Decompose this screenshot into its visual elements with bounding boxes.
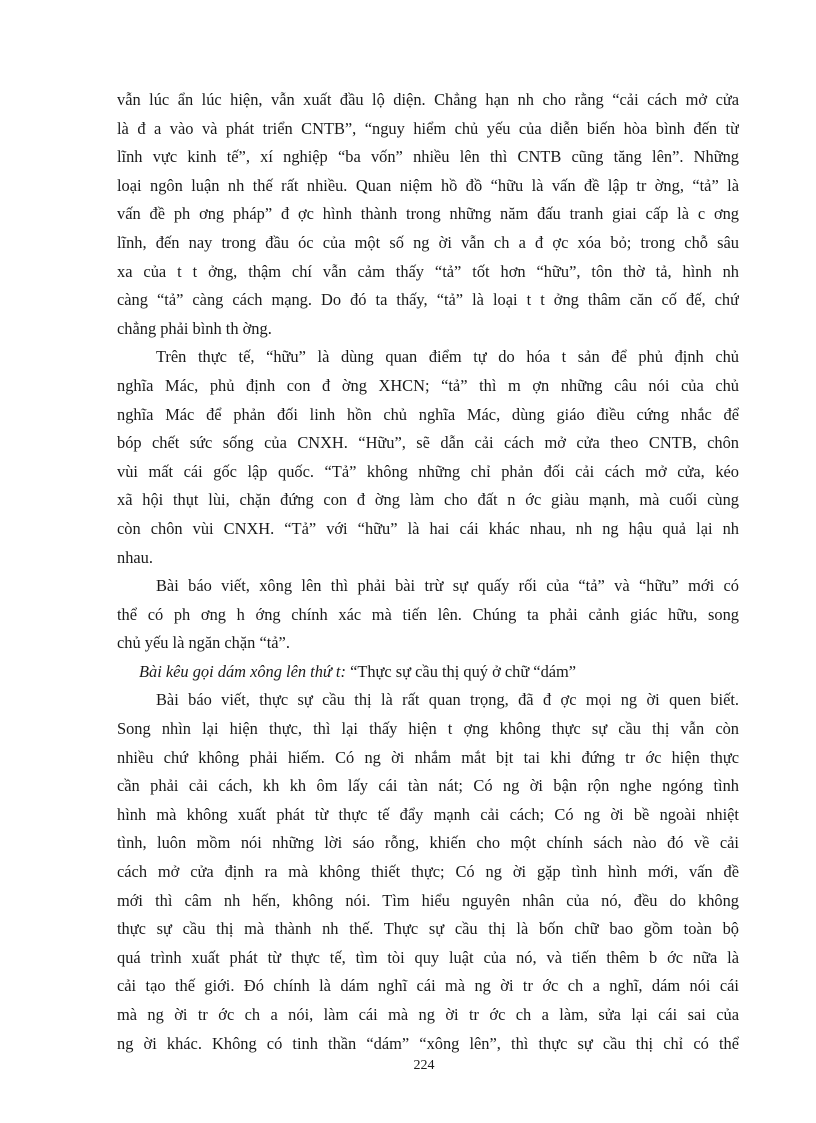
text-line: là đ a vào và phát triển CNTB”, “nguy hiểm chủ yếu của diễn biến hòa bình đến từ [117, 118, 739, 138]
text-line: thể có ph ơng h ớng chính xác mà tiến lên. Chúng ta phải cảnh giác hữu, song [117, 604, 739, 624]
paragraph [117, 572, 739, 658]
section-heading-label: Bài kêu gọi dám xông lên thứ t: [139, 661, 346, 681]
text-line: Bài báo viết, xông lên thì phải bài trừ sự quấy rối của “tả” và “hữu” mới có [156, 576, 739, 596]
section-heading [117, 658, 739, 687]
text-line: xã hội thụt lùi, chặn đứng con đ ờng làm cho đất n ớc giàu mạnh, mà cuối cùng [117, 490, 739, 510]
text-line: xa của t t ởng, thậm chí vẫn cảm thấy “tả” tốt hơn “hữu”, tôn thờ tả, hình nh [117, 261, 739, 281]
text-line: cải tạo thế giới. Đó chính là dám nghĩ cái mà ng ời tr ớc ch a nghĩ, dám nói cái [117, 976, 739, 996]
text-line: loại ngôn luận nh thế rất nhiều. Quan niệm hồ đồ “hữu là vấn đề lập tr ờng, “tả” là [117, 175, 739, 195]
text-line: nghĩa Mác, phủ định con đ ờng XHCN; “tả” thì m ợn những câu nói của chủ [117, 375, 739, 395]
text-line: chẳng phải bình th ờng. [117, 318, 272, 338]
text-line: càng “tả” càng cách mạng. Do đó ta thấy, “tả” là loại t t ởng thâm căn cố đế, chứ [117, 290, 739, 310]
text-line: chủ yếu là ngăn chặn “tả”. [117, 633, 290, 653]
text-line: tình, luôn mồm nói những lời sáo rỗng, khiến cho một chính sách nào đó về cải [117, 833, 739, 853]
text-line: Bài báo viết, thực sự cầu thị là rất quan trọng, đã đ ợc mọi ng ời quen biết. [156, 690, 739, 710]
text-line: mà ng ời tr ớc ch a nói, làm cái mà ng ời tr ớc ch a làm, sửa lại cái sai của [117, 1005, 739, 1024]
text-line: nhiều chứ không phải hiếm. Có ng ời nhắm mắt bịt tai khi đứng tr ớc hiện thực [117, 747, 739, 767]
text-line: vấn đề ph ơng pháp” đ ợc hình thành trong những năm đấu tranh giai cấp là c ơng [117, 204, 739, 224]
text-line: nhau. [117, 547, 153, 567]
text-line: thực sự cầu thị mà thành nh thế. Thực sự cầu thị là bốn chữ bao gồm toàn bộ [117, 919, 739, 939]
text-line: quá trình xuất phát từ thực tế, tìm tòi quy luật của nó, và tiến thêm b ớc nữa là [117, 947, 739, 967]
text-line: lĩnh vực kinh tế”, xí nghiệp “ba vốn” nhiều lên thì CNTB cũng tăng lên”. Những [117, 147, 739, 167]
text-line: hình mà không xuất phát từ thực tế đẩy mạnh cải cách; Có ng ời bề ngoài nhiệt [117, 804, 739, 824]
text-line: nghĩa Mác để phản đối linh hồn chủ nghĩa Mác, dùng giáo điều cứng nhắc để [117, 404, 739, 424]
text-line: cần phải cải cách, kh kh ôm lấy cái tàn nát; Có ng ời bận rộn nghe ngóng tình [117, 776, 739, 796]
text-line: ng ời khác. Không có tinh thần “dám” “xông lên”, thì thực sự cầu thị chỉ có thể [117, 1033, 739, 1053]
text-line: lĩnh, đến nay trong đầu óc của một số ng ời vẫn ch a đ ợc xóa bỏ; trong chỗ sâu [117, 232, 739, 252]
text-line: Trên thực tế, “hữu” là dùng quan điểm tự do hóa t sản để phủ định chủ [156, 347, 739, 367]
page-body [117, 86, 739, 1058]
text-line: bóp chết sức sống của CNXH. “Hữu”, sẽ dẫn cải cách mở cửa theo CNTB, chôn [117, 433, 739, 453]
paragraph [117, 343, 739, 572]
page-number: 224 [413, 1058, 435, 1073]
text-line: vẫn lúc ẩn lúc hiện, vẫn xuất đầu lộ diện. Chẳng hạn nh cho rằng “cải cách mở cửa [117, 90, 739, 109]
text-line: còn chôn vùi CNXH. “Tả” với “hữu” là hai cái khác nhau, nh ng hậu quả lại nh [117, 518, 739, 538]
section-heading-title: “Thực sự cầu thị quý ở chữ “dám” [350, 661, 577, 681]
text-line: cách mở cửa định ra mà không thiết thực; Có ng ời gặp tình hình mới, vấn đề [117, 862, 739, 882]
paragraph [117, 86, 739, 343]
paragraph [117, 686, 739, 1058]
text-line: vùi mất cái gốc lập quốc. “Tả” không những chỉ phản đối cải cách mở cửa, kéo [117, 461, 739, 481]
text-line: Song nhìn lại hiện thực, thì lại thấy hiện t ợng không thực sự cầu thị vẫn còn [117, 719, 739, 739]
text-line: mới thì câm nh hến, không nói. Tìm hiểu nguyên nhân của nó, đều do không [117, 890, 739, 910]
